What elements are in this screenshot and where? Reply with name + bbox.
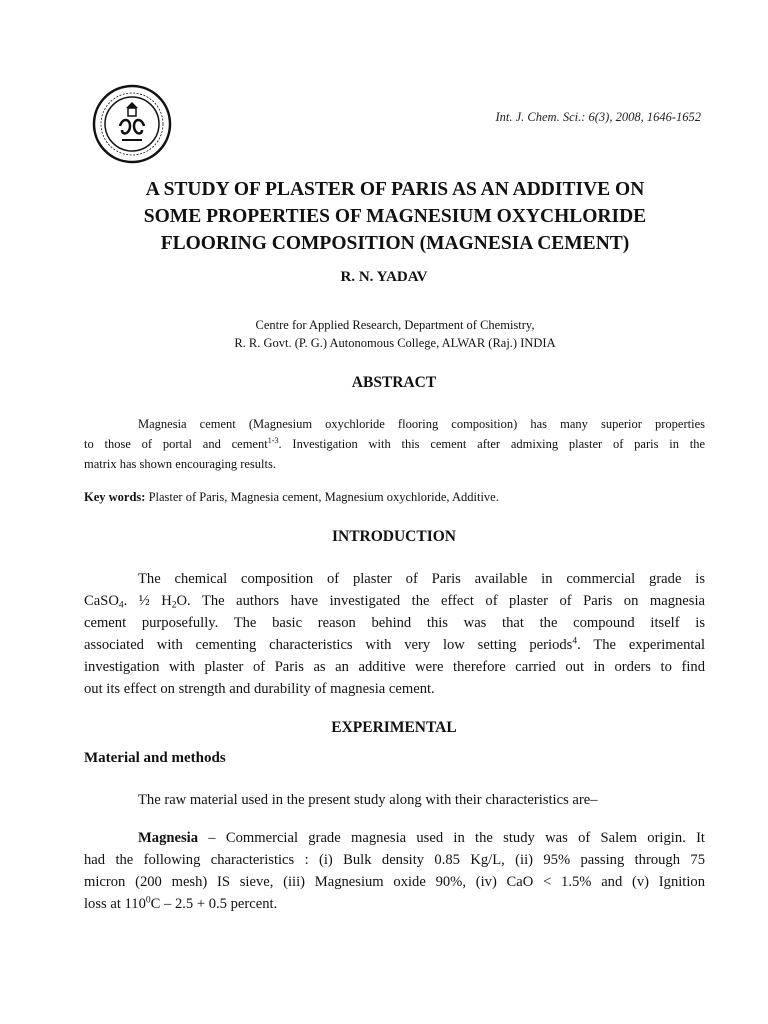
text-line: The chemical composition of plaster of Paris available in commercial grade is <box>138 571 705 587</box>
affiliation-line: Centre for Applied Research, Department of Chemistry, <box>255 318 535 332</box>
text-line: The raw material used in the present study along with their characteristics are– <box>138 792 598 808</box>
title-line: A STUDY OF PLASTER OF PARIS AS AN ADDITIVE ON <box>145 179 645 200</box>
paper-title <box>60 176 730 257</box>
affiliation-line: R. R. Govt. (P. G.) Autonomous College, ALWAR (Raj.) INDIA <box>234 336 556 350</box>
experimental-intro <box>84 789 705 811</box>
title-line: SOME PROPERTIES OF MAGNESIUM OXYCHLORIDE <box>143 206 647 227</box>
author-name: R. N. YADAV <box>340 269 428 285</box>
introduction-paragraph <box>84 568 705 700</box>
magnesia-label: Magnesia <box>138 830 198 846</box>
abstract-heading: ABSTRACT <box>351 374 437 391</box>
text-line: out its effect on strength and durability of magnesia cement. <box>84 681 435 697</box>
text-line: Magnesia cement (Magnesium oxychloride flooring composition) has many superior properties <box>138 417 705 431</box>
title-line: FLOORING COMPOSITION (MAGNESIA CEMENT) <box>160 233 630 254</box>
text-line: micron (200 mesh) IS sieve, (iii) Magnesium oxide 90%, (iv) CaO < 1.5% and (v) Ignition <box>84 874 705 890</box>
text-line: associated with cementing characteristics with very low setting periods$^4$. The experimental <box>84 636 705 653</box>
text-line: loss at $110^0C - 2.5 + 0.5$ percent. <box>84 895 278 912</box>
affiliation <box>0 316 768 352</box>
material-methods-subheading: Material and methods <box>84 750 226 766</box>
introduction-heading: INTRODUCTION <box>331 528 456 545</box>
text-line: Magnesia – Commercial grade magnesia used in the study was of Salem origin. It <box>138 830 705 846</box>
text-line: cement purposefully. The basic reason behind this was that the compound itself is <box>84 615 705 631</box>
text-line: CaSO$_4$. ½ $H_2O$. The authors have investigated the effect of plaster of Paris on magnesia <box>84 593 705 611</box>
text-line: to those of portal and cement$^{1-3}$. Investigation with this cement after admixing plaster of paris in the <box>84 436 705 451</box>
keywords <box>84 487 705 507</box>
text-line: had the following characteristics : (i) Bulk density 0.85 Kg/L, (ii) 95% passing through 75 <box>84 852 705 868</box>
magnesia-paragraph <box>84 827 705 915</box>
experimental-heading: EXPERIMENTAL <box>331 719 457 736</box>
abstract-text <box>84 414 705 474</box>
text-line: matrix has shown encouraging results. <box>84 457 276 471</box>
publisher-logo <box>92 84 172 164</box>
keywords-text: Plaster of Paris, Magnesia cement, Magnesium oxychloride, Additive. <box>145 490 499 504</box>
text-line: investigation with plaster of Paris as an additive were therefore carried out in orders to find <box>84 659 705 675</box>
journal-citation: Int. J. Chem. Sci.: 6(3), 2008, 1646-1652 <box>495 110 701 124</box>
keywords-label: Key words: <box>84 490 146 504</box>
